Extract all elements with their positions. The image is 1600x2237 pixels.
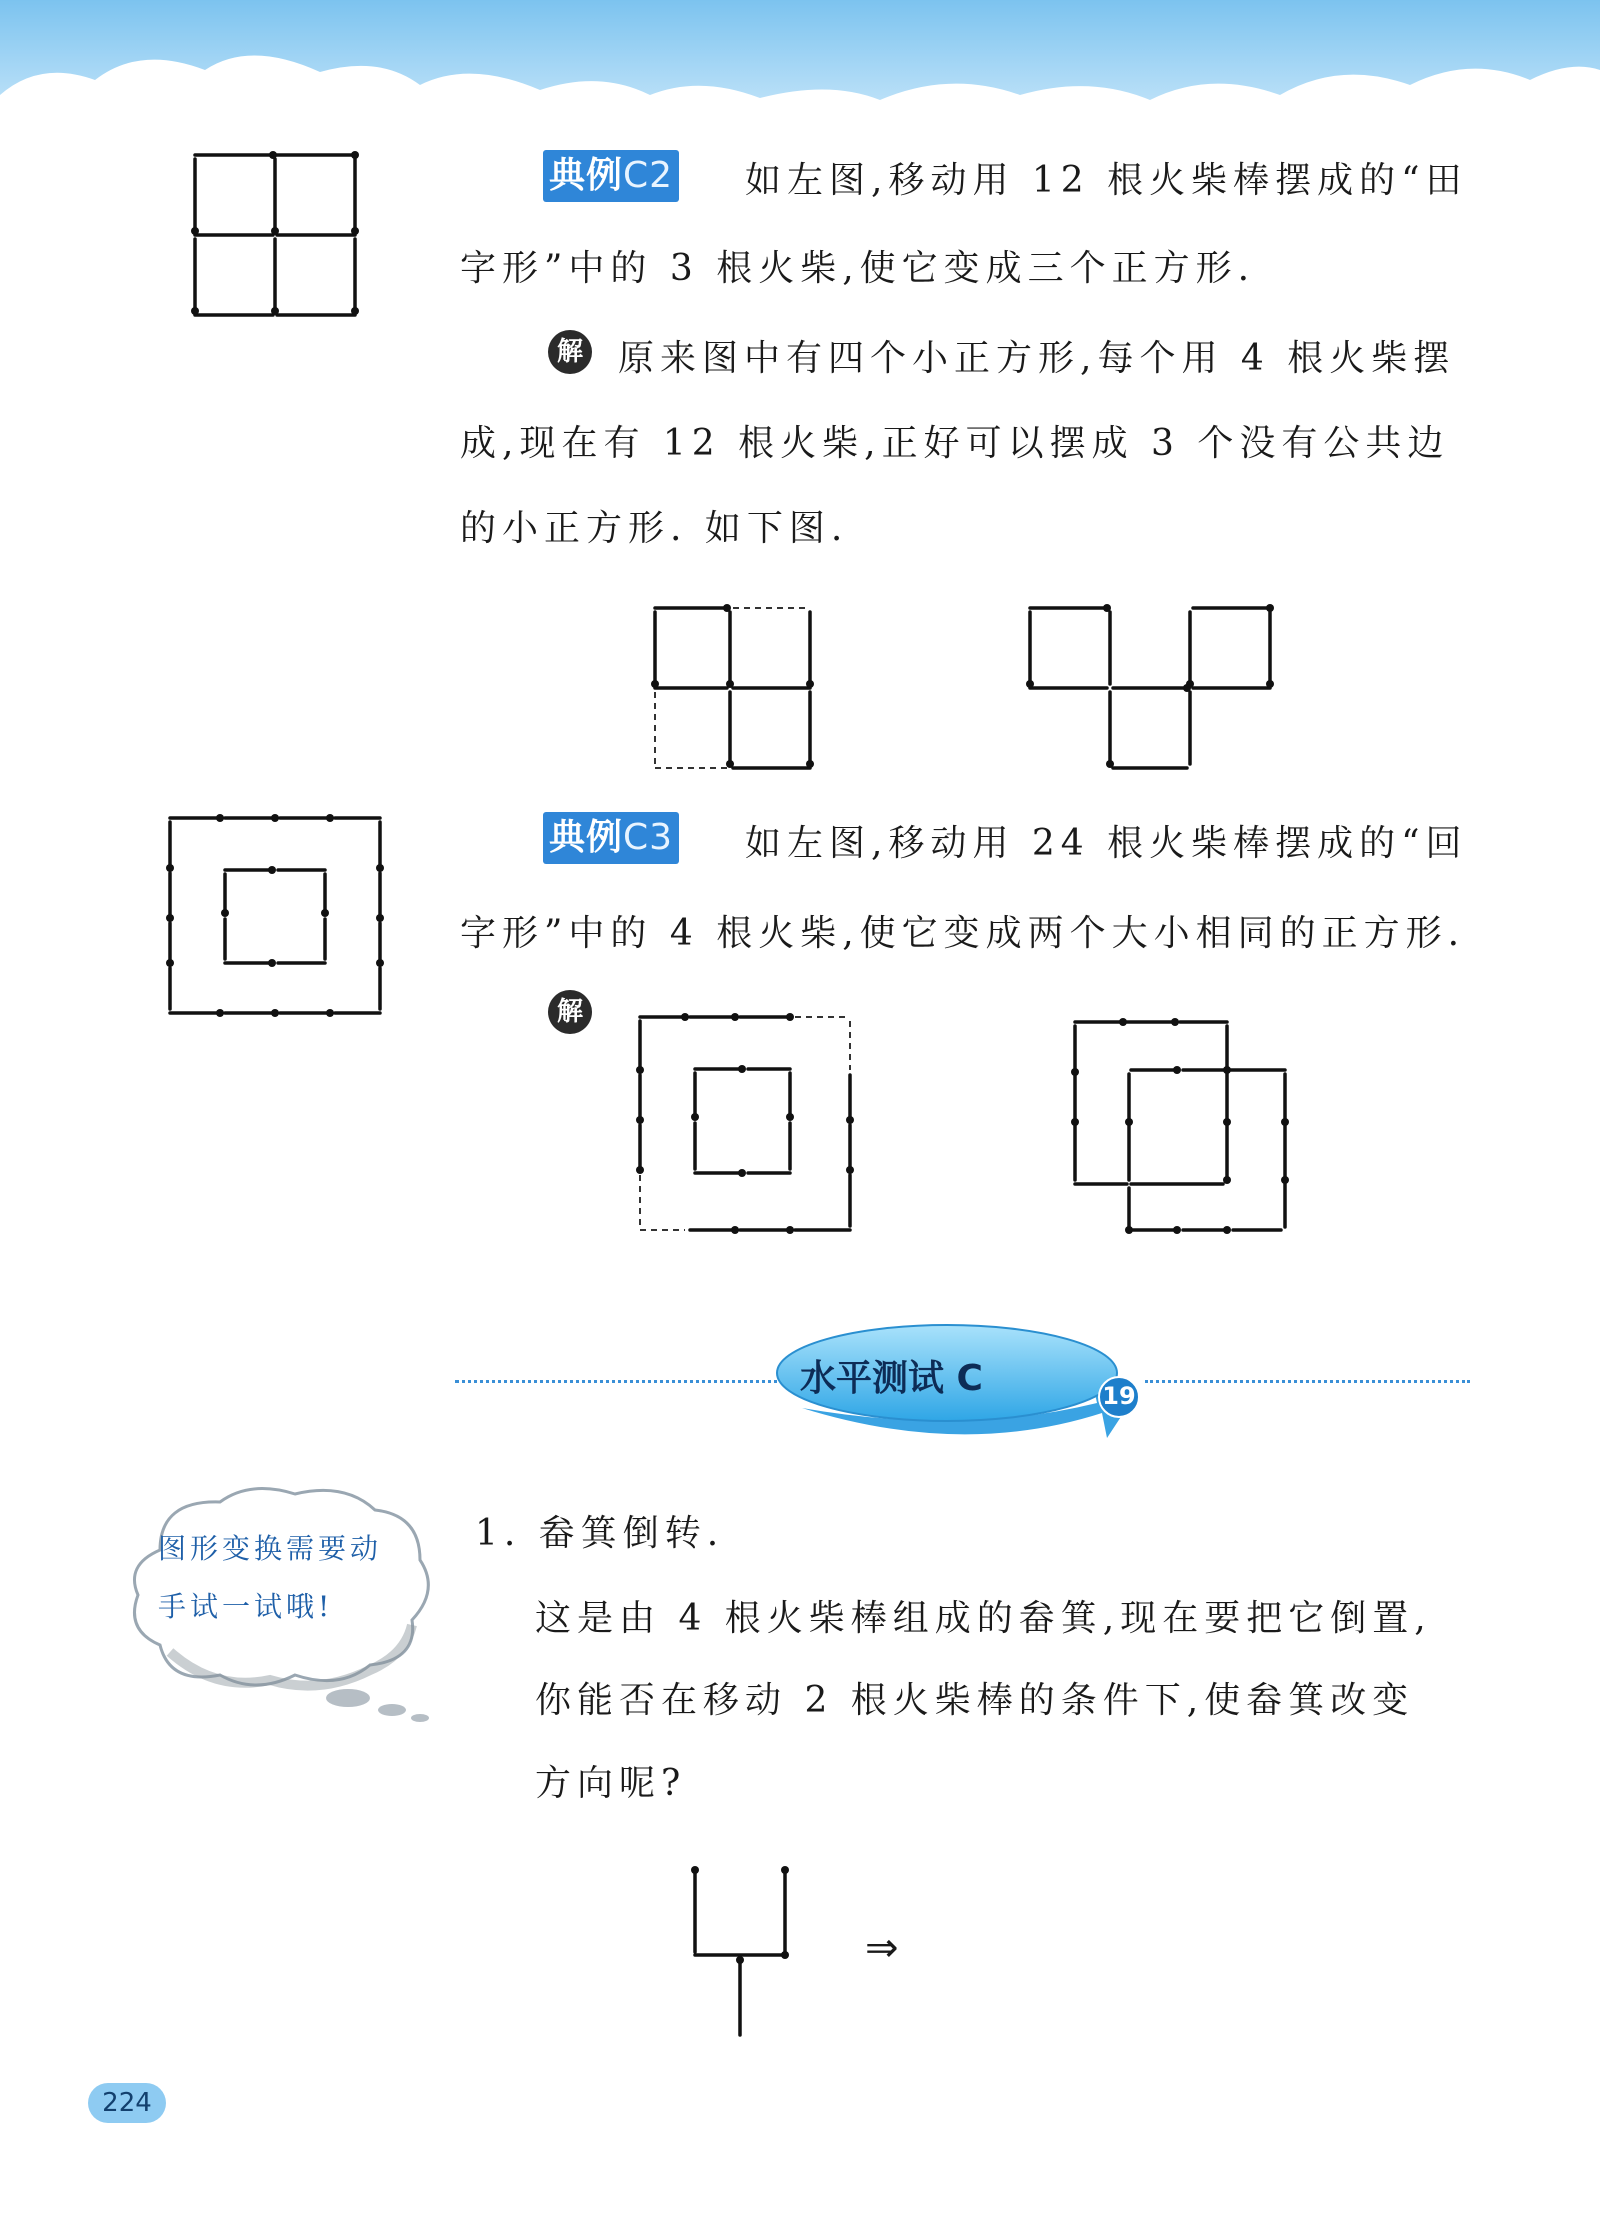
page-number: 224 <box>88 2083 166 2123</box>
problem1-heading: 1. 畚箕倒转. <box>475 1513 725 1554</box>
figure-c2-solution-before <box>645 598 825 783</box>
example-tag-label: 典例 <box>549 817 624 858</box>
solve-icon: 解 <box>548 990 592 1034</box>
figure-hui-shape <box>160 808 390 1033</box>
c3-text-line2: 字形”中的 4 根火柴,使它变成两个大小相同的正方形. <box>460 913 1466 954</box>
section-divider-left <box>455 1380 785 1383</box>
c2-solution-line3: 的小正方形. 如下图. <box>460 508 849 549</box>
example-code: C2 <box>623 155 674 196</box>
example-tag-c3 <box>543 812 679 864</box>
c2-solution-line1: 原来图中有四个小正方形,每个用 4 根火柴摆 <box>618 338 1456 379</box>
figure-c3-solution-after <box>1065 1012 1300 1237</box>
problem1-line1: 这是由 4 根火柴棒组成的畚箕,现在要把它倒置, <box>535 1598 1432 1639</box>
section-divider-right <box>1145 1380 1470 1383</box>
c2-text-line2: 字形”中的 3 根火柴,使它变成三个正方形. <box>460 248 1256 289</box>
problem1-line2: 你能否在移动 2 根火柴棒的条件下,使畚箕改变 <box>535 1680 1415 1721</box>
figure-c3-solution-before <box>630 1005 860 1235</box>
solve-icon: 解 <box>548 330 592 374</box>
section-title: 水平测试 C <box>800 1358 983 1399</box>
header-sky-decoration <box>0 0 1600 135</box>
figure-tian-grid <box>180 145 380 330</box>
c2-solution-line2: 成,现在有 12 根火柴,正好可以摆成 3 个没有公共边 <box>460 423 1450 464</box>
figure-dustpan <box>680 1860 800 2045</box>
c2-text-line1: 如左图,移动用 12 根火柴棒摆成的“田 <box>745 160 1468 201</box>
c3-text-line1: 如左图,移动用 24 根火柴棒摆成的“回 <box>745 823 1468 864</box>
problem1-line3: 方向呢? <box>535 1763 687 1804</box>
tip-text-line2: 手试一试哦! <box>158 1590 334 1623</box>
arrow-icon: ⇒ <box>865 1925 899 1971</box>
example-tag-c2 <box>543 150 679 202</box>
example-tag-label: 典例 <box>549 155 624 196</box>
tip-text-line1: 图形变换需要动 <box>158 1532 383 1565</box>
example-code: C3 <box>623 817 674 858</box>
figure-c2-solution-after <box>1015 598 1280 783</box>
section-badge: 19 <box>1102 1382 1136 1410</box>
